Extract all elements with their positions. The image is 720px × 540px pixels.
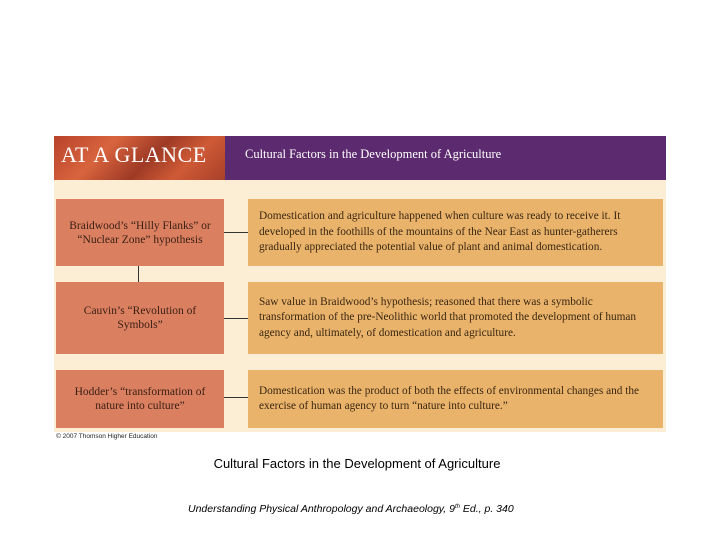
connector-line bbox=[224, 397, 248, 398]
description-text: Domestication and agriculture happened when culture was ready to receive it. It developed in the foothills of the mountains of the Near East as hunter-gatherers gradually appreciated the potential value of plant and animal domestication. bbox=[259, 210, 621, 254]
hypothesis-label: Cauvin’s “Revolution of Symbols” bbox=[83, 305, 197, 331]
description-text: Domestication was the product of both the effects of environmental changes and the exercise of human agency to turn “nature into culture.” bbox=[259, 384, 640, 412]
connector-line bbox=[224, 232, 248, 233]
hypothesis-box-hodder bbox=[56, 370, 224, 428]
hypothesis-box-braidwood bbox=[56, 199, 224, 266]
slide-caption: Cultural Factors in the Development of Agriculture bbox=[213, 456, 501, 471]
hypothesis-label: Braidwood’s “Hilly Flanks” or “Nuclear Zone” hypothesis bbox=[69, 219, 211, 246]
figure-header bbox=[54, 136, 666, 180]
hypothesis-box-cauvin bbox=[56, 282, 224, 354]
hypothesis-label: Hodder’s “transformation of nature into culture” bbox=[74, 386, 206, 412]
book-title: Understanding Physical Anthropology and Archaeology, 9 bbox=[188, 503, 455, 515]
description-box-cauvin bbox=[248, 282, 663, 354]
connector-line bbox=[224, 318, 248, 319]
banner-label: AT A GLANCE bbox=[61, 142, 207, 167]
source-citation bbox=[188, 503, 514, 515]
at-a-glance-banner bbox=[54, 136, 225, 180]
at-a-glance-figure bbox=[54, 136, 666, 440]
vertical-connector bbox=[138, 266, 139, 282]
copyright-notice: © 2007 Thomson Higher Education bbox=[56, 433, 158, 440]
description-box-braidwood bbox=[248, 199, 663, 266]
citation-rest: Ed., p. 340 bbox=[459, 503, 514, 515]
figure-title: Cultural Factors in the Development of Agriculture bbox=[245, 147, 502, 161]
description-text: Saw value in Braidwood’s hypothesis; reasoned that there was a symbolic transformation of the pre-Neolithic world that promoted the development of human agency and, ultimately, of domestication and agriculture. bbox=[259, 295, 637, 339]
description-box-hodder bbox=[248, 370, 663, 428]
edition-superscript: th bbox=[454, 504, 460, 510]
